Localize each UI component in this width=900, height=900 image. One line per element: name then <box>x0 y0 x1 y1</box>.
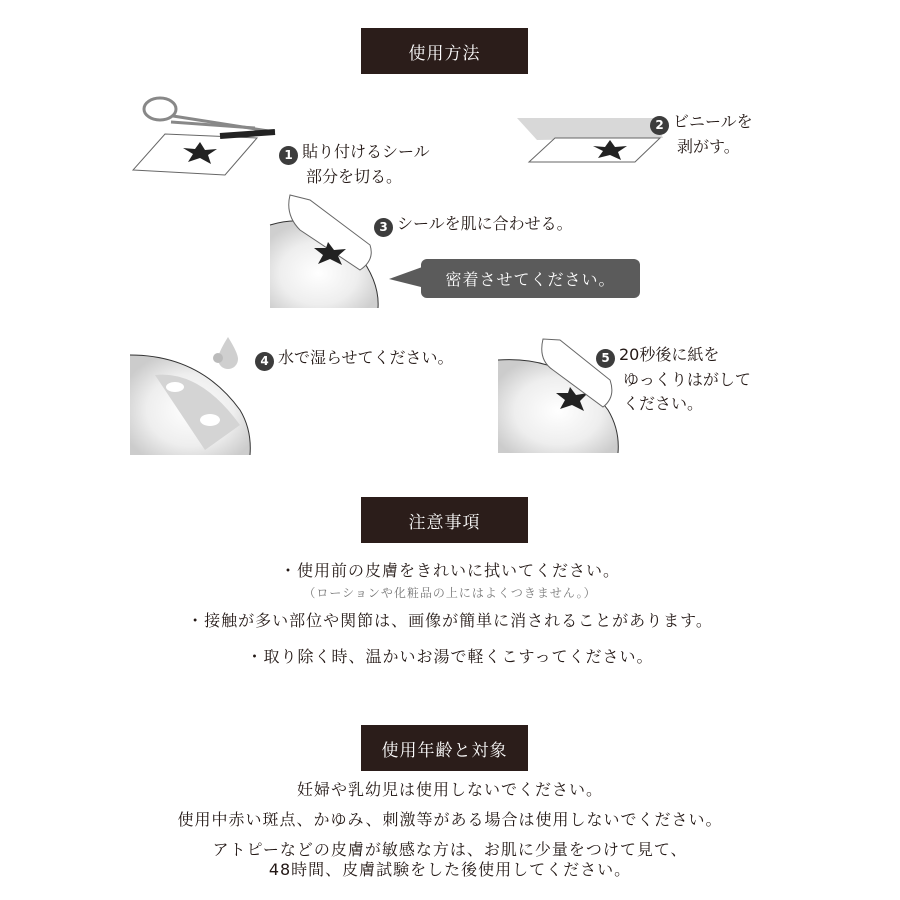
peel-vinyl-illustration <box>515 110 665 170</box>
caution-item-2: ・接触が多い部位や関節は、画像が簡単に消されることがあります。 <box>187 611 713 630</box>
step-1 <box>279 140 430 189</box>
wet-sticker-illustration <box>130 335 255 460</box>
caution-item-3: ・取り除く時、温かいお湯で軽くこすってください。 <box>246 647 654 666</box>
sticker-paper <box>529 138 660 162</box>
highlight <box>200 414 220 426</box>
step-number-1: 1 <box>279 146 298 165</box>
vinyl-film <box>517 118 663 140</box>
step-3-line1: シールを肌に合わせる。 <box>397 214 573 233</box>
step-4 <box>255 346 454 371</box>
cut-edge <box>220 132 275 136</box>
step-2-line2: 剥がす。 <box>677 137 740 156</box>
age-note-2: 使用中赤い斑点、かゆみ、刺激等がある場合は使用しないでください。 <box>177 810 723 829</box>
step-4-line1: 水で湿らせてください。 <box>278 348 454 367</box>
age-note-3: アトピーなどの皮膚が敏感な方は、お肌に少量をつけて見て、 <box>212 840 688 859</box>
step-number-4: 4 <box>255 352 274 371</box>
step-number-3: 3 <box>374 218 393 237</box>
step-3 <box>374 212 573 237</box>
step-2 <box>650 110 753 159</box>
apply-to-skin-illustration <box>260 190 390 310</box>
step-1-line1: 貼り付けるシール <box>302 142 430 161</box>
step-number-5: 5 <box>596 349 615 368</box>
highlight <box>166 382 184 392</box>
usage-heading: 使用方法 <box>361 28 528 74</box>
speech-bubble: 密着させてください。 <box>421 259 640 298</box>
step-number-2: 2 <box>650 116 669 135</box>
step-5-line1: 20秒後に紙を <box>619 345 720 364</box>
speech-bubble-tail <box>389 266 425 288</box>
step-1-line2: 部分を切る。 <box>306 167 403 186</box>
age-target-heading: 使用年齢と対象 <box>361 725 528 771</box>
step-5-line3: ください。 <box>623 394 704 413</box>
scissors-icon <box>144 98 275 132</box>
caution-item-1: ・使用前の皮膚をきれいに拭いてください。 <box>279 561 620 580</box>
step-5-line2: ゆっくりはがして <box>623 370 751 389</box>
caution-heading: 注意事項 <box>361 497 528 543</box>
age-note-4: 48時間、皮膚試験をした後使用してください。 <box>268 860 632 879</box>
step-2-line1: ビニールを <box>673 112 753 131</box>
cut-sticker-illustration <box>125 92 285 182</box>
step-5 <box>596 343 751 416</box>
caution-item-1-note: （ローションや化粧品の上にはよくつきません。） <box>303 586 597 600</box>
water-drop-icon <box>218 337 238 369</box>
age-note-1: 妊婦や乳幼児は使用しないでください。 <box>296 780 603 799</box>
